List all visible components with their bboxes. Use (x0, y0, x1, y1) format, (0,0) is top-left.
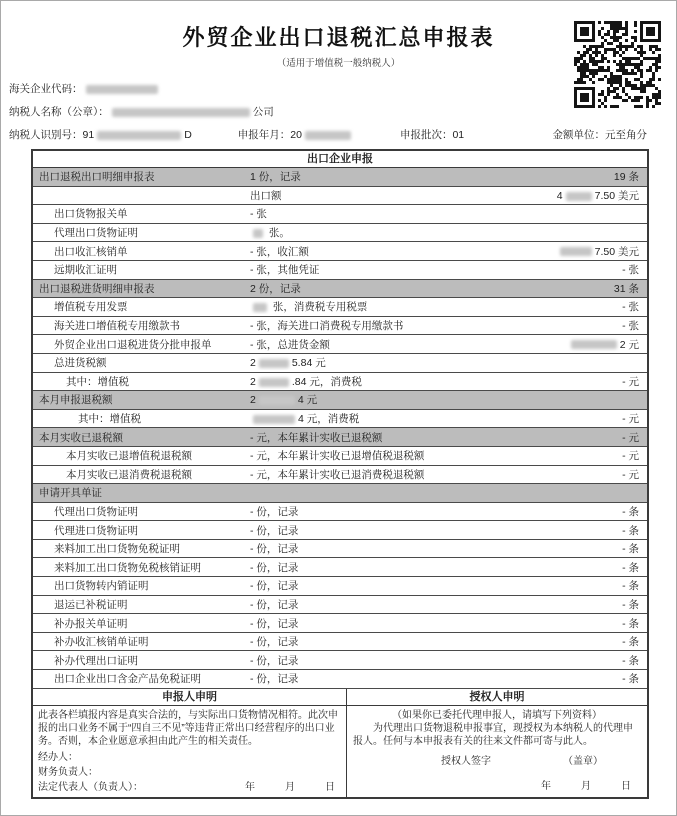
row-value: 张。 (250, 225, 639, 240)
row-value: 31 条 (613, 282, 639, 295)
table-row (33, 466, 647, 485)
redacted-blur (259, 396, 295, 405)
taxpayer-id-prefix: 91 (82, 129, 95, 141)
authorizer-statement-cell (347, 706, 647, 797)
customs-code-label: 海关企业代码： (9, 83, 83, 95)
row-value: - 份，记录 (250, 598, 299, 611)
finance-label: 财务负责人： (38, 766, 98, 778)
authorizer-statement-text: 为代理出口货物退税申报事宜，现授权为本纳税人的代理申报人。任何与本申报表有关的往来文件都可寄与此人。 (353, 722, 633, 747)
row-value: - 份，记录 (250, 654, 299, 667)
row-value: - 元，本年累计实收已退税额 (250, 431, 383, 444)
redacted-blur (259, 378, 289, 387)
declaration-body (33, 706, 647, 797)
batch-label: 申报批次： (399, 129, 453, 141)
batch-value: 01 (452, 129, 465, 141)
row-value: 2 元 (568, 337, 647, 352)
authorizer-statement-title: 授权人申明 (469, 690, 525, 703)
batch-field (400, 127, 464, 142)
seal-label: （盖章） (563, 756, 603, 768)
row-value: 4 元，消费税 (250, 411, 622, 426)
form-table-rows (33, 168, 647, 689)
handler-sign-line (38, 750, 341, 765)
table-row (33, 503, 647, 522)
redacted-blur (97, 131, 181, 140)
finance-sign-line (38, 765, 341, 780)
row-label: 代理出口货物证明 (54, 227, 138, 240)
table-row (33, 577, 647, 596)
row-label: 本月实收已退增值税退税额 (66, 450, 192, 463)
table-row (33, 670, 647, 689)
row-value: - 条 (622, 673, 639, 686)
row-value: - 元 (622, 431, 639, 444)
authorizer-sign-line (353, 754, 641, 769)
row-value: 4 7.50 美元 (556, 189, 639, 202)
row-label: 其中：增值税 (66, 375, 129, 388)
table-section-title: 出口企业申报 (33, 151, 647, 168)
row-label: 出口收汇核销单 (54, 245, 128, 258)
row-label: 增值税专用发票 (54, 301, 128, 314)
date-fields-right: 年 月 日 (541, 780, 631, 792)
row-label: 其中：增值税 (78, 413, 141, 426)
redacted-blur (86, 85, 158, 94)
authorizer-sign-label: 授权人签字 (441, 756, 491, 768)
row-value: - 条 (622, 524, 639, 537)
period-label: 申报年月： (237, 129, 291, 141)
table-row (33, 558, 647, 577)
taxpayer-name-label: 纳税人名称（公章）： (9, 106, 109, 118)
declaration-headers (33, 689, 647, 706)
row-label: 出口货物报关单 (54, 208, 128, 221)
table-row (33, 373, 647, 392)
row-value: - 份，记录 (250, 543, 299, 556)
table-row (33, 242, 647, 261)
row-value: - 元 (622, 375, 639, 388)
date-fields-left: 年 月 日 (245, 781, 335, 793)
row-value: - 份，记录 (250, 617, 299, 630)
row-value: - 条 (622, 580, 639, 593)
authorizer-note-text: （如果你已委托代理申报人，请填写下列资料） (392, 709, 602, 721)
row-label: 出口货物转内销证明 (54, 580, 149, 593)
row-value: - 张，总进货金额 (250, 338, 330, 351)
row-value: - 条 (622, 617, 639, 630)
period-field (238, 127, 354, 142)
redacted-blur (259, 359, 289, 368)
legal-rep-sign-line (38, 780, 341, 795)
row-label: 代理出口货物证明 (54, 505, 138, 518)
table-row (33, 224, 647, 243)
table-row (33, 354, 647, 373)
table-row (33, 335, 647, 354)
redacted-blur (253, 229, 263, 238)
redacted-blur (560, 247, 592, 256)
redacted-blur (571, 340, 617, 349)
row-value: - 条 (622, 505, 639, 518)
form-title: 外贸企业出口退税汇总申报表 (182, 25, 495, 50)
row-label: 退运已补税证明 (54, 598, 128, 611)
row-label: 海关进口增值税专用缴款书 (54, 320, 180, 333)
row-value: - 张 (622, 320, 639, 333)
row-value: - 元 (622, 450, 639, 463)
row-label: 来料加工出口货物免税证明 (54, 543, 180, 556)
row-value: - 元 (622, 413, 639, 426)
row-label: 远期收汇证明 (54, 264, 117, 277)
row-value: 张，消费税专用税票 (250, 299, 622, 314)
row-value: - 张 (622, 301, 639, 314)
row-label: 出口退税出口明细申报表 (39, 171, 155, 184)
row-value: - 张 (250, 208, 267, 221)
row-value: - 条 (622, 561, 639, 574)
row-value: - 份，记录 (250, 580, 299, 593)
table-row (33, 521, 647, 540)
row-label: 申请开具单证 (39, 487, 102, 500)
table-row (33, 391, 647, 410)
signer-block (38, 750, 341, 795)
declarant-statement-title: 申报人申明 (33, 689, 347, 705)
row-label: 总进货税额 (54, 357, 107, 370)
row-value: - 份，记录 (250, 524, 299, 537)
row-value: 1 份，记录 (250, 171, 301, 184)
row-label: 出口企业出口含金产品免税证明 (54, 673, 201, 686)
row-value: 19 条 (613, 171, 639, 184)
declaration-table (31, 149, 649, 799)
row-label: 本月申报退税额 (39, 394, 113, 407)
row-value: - 张，其他凭证 (250, 264, 320, 277)
table-row (33, 261, 647, 280)
table-row (33, 317, 647, 336)
table-row (33, 651, 647, 670)
row-label: 补办报关单证明 (54, 617, 128, 630)
row-value: - 条 (622, 654, 639, 667)
row-value: - 条 (622, 636, 639, 649)
row-value: - 条 (622, 598, 639, 611)
taxpayer-id-suffix: D (184, 129, 192, 141)
table-row (33, 280, 647, 299)
taxpayer-id-label: 纳税人识别号： (9, 129, 83, 141)
row-value: - 元，本年累计实收已退消费税退税额 (250, 468, 425, 481)
row-label: 来料加工出口货物免税核销证明 (54, 561, 201, 574)
period-prefix: 20 (290, 129, 302, 141)
table-row (33, 428, 647, 447)
row-value: 7.50 美元 (557, 244, 647, 259)
table-row (33, 540, 647, 559)
row-value: - 份，记录 (250, 505, 299, 518)
redacted-blur (253, 303, 267, 312)
table-row (33, 168, 647, 187)
table-row (33, 484, 647, 503)
row-label: 本月实收已退消费税退税额 (66, 468, 192, 481)
row-value: - 份，记录 (250, 636, 299, 649)
row-value: 2 份，记录 (250, 282, 301, 295)
row-value: 出口额 (250, 189, 282, 202)
row-label: 代理进口货物证明 (54, 524, 138, 537)
table-row (33, 596, 647, 615)
row-value: 2 .84 元，消费税 (250, 375, 362, 388)
table-row (33, 187, 647, 206)
row-value: - 份，记录 (250, 673, 299, 686)
row-label: 补办代理出口证明 (54, 654, 138, 667)
row-value: - 张，收汇额 (250, 245, 309, 258)
header-info-row (9, 127, 647, 142)
row-label: 外贸企业出口退税进货分批申报单 (54, 338, 212, 351)
table-row (33, 298, 647, 317)
form-subtitle: （适用于增值税一般纳税人） (276, 58, 401, 69)
handler-label: 经办人： (38, 751, 78, 763)
taxpayer-name-suffix: 公司 (252, 106, 274, 118)
row-label: 补办收汇核销单证明 (54, 636, 149, 649)
declarant-statement-text: 此表各栏填报内容是真实合法的，与实际出口货物情况相符。此次申报的出口业务不属于“四自三不见”等违背正常出口经营程序的出口业务。否则，本企业愿意承担由此产生的相关责任。 (38, 709, 338, 747)
row-value: - 份，记录 (250, 561, 299, 574)
row-value: - 张 (622, 264, 639, 277)
table-row (33, 447, 647, 466)
row-value: - 元 (622, 468, 639, 481)
row-value: - 张，海关进口消费税专用缴款书 (250, 320, 404, 333)
redacted-blur (305, 131, 351, 140)
table-row (33, 614, 647, 633)
row-value: 2 4 元 (250, 394, 318, 407)
taxpayer-name-field (9, 104, 647, 119)
amount-unit-label: 金额单位：元至角分 (552, 129, 647, 141)
row-label: 出口退税进货明细申报表 (39, 282, 155, 295)
table-row (33, 633, 647, 652)
row-label: 本月实收已退税额 (39, 431, 123, 444)
legal-rep-label: 法定代表人（负责人）： (38, 781, 143, 793)
table-row (33, 205, 647, 224)
taxpayer-id-field (9, 127, 192, 142)
redacted-blur (566, 192, 592, 201)
row-value: - 条 (622, 543, 639, 556)
row-value: 2 5.84 元 (250, 357, 326, 370)
table-row (33, 410, 647, 429)
row-value: - 元，本年累计实收已退增值税退税额 (250, 450, 425, 463)
declarant-statement-cell (33, 706, 347, 797)
redacted-blur (253, 415, 295, 424)
redacted-blur (112, 108, 250, 117)
customs-code-field (9, 81, 647, 96)
